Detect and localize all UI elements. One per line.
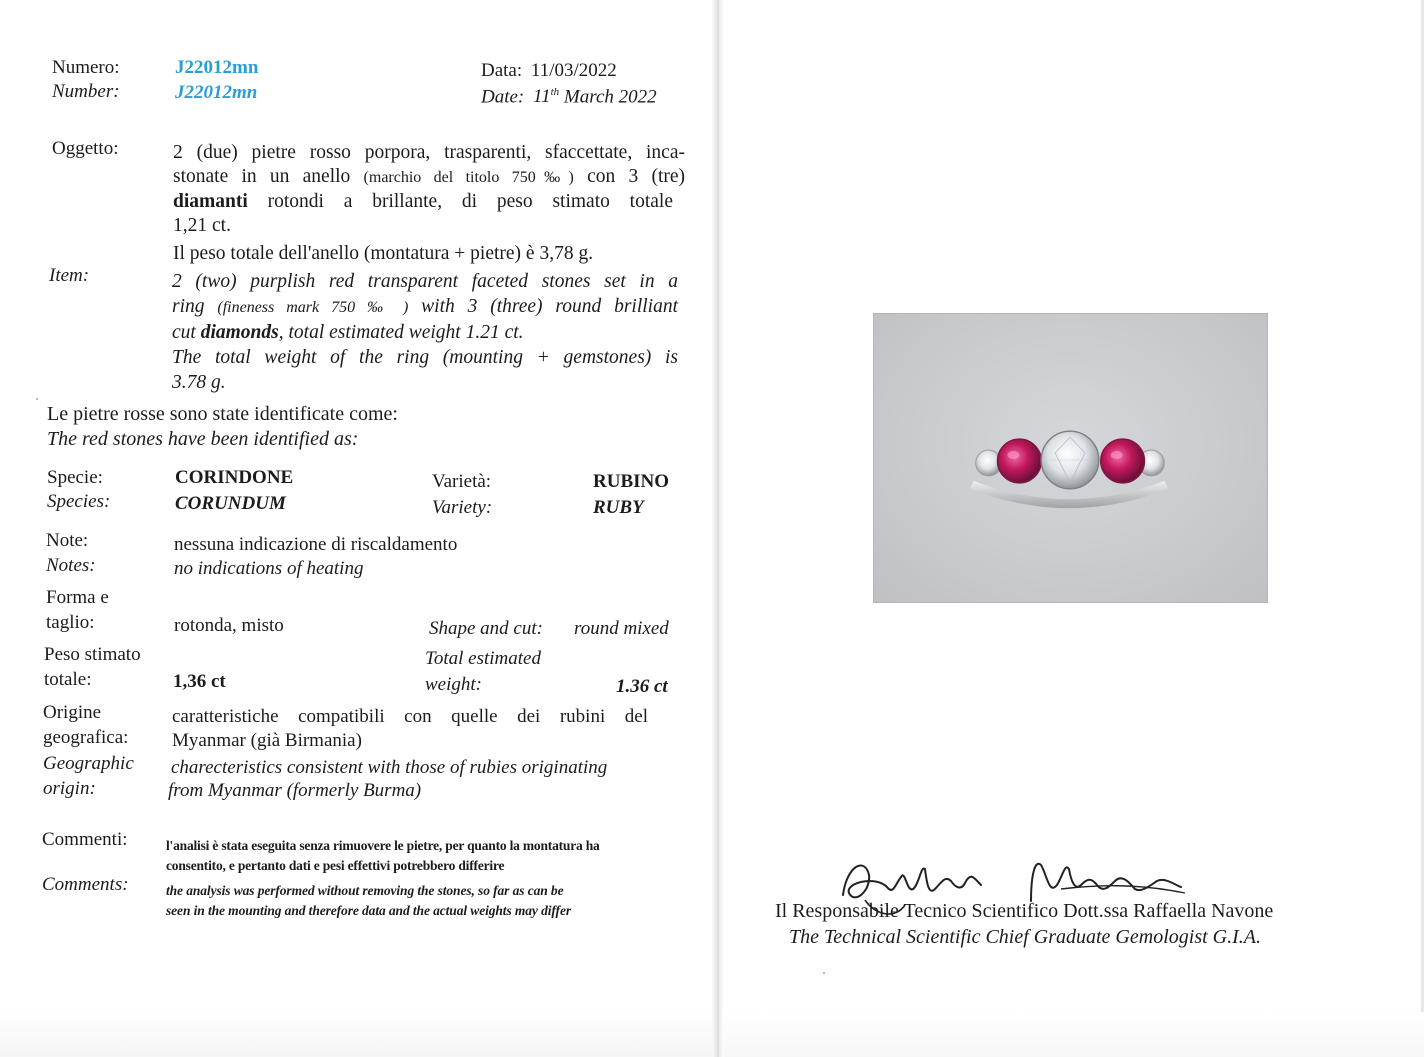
item-description-en: [172, 269, 678, 395]
origin-label-it-2: geografica:: [43, 727, 129, 748]
number-label-it: Numero:: [52, 57, 120, 78]
origin-it-line1: caratteristiche compatibili con quelle dei rubini del: [172, 706, 648, 727]
date-label-en: Date:: [481, 86, 525, 108]
item-en-line2: ring (fineness mark 750 ‰ ) with 3 (three) round brilliant: [172, 296, 679, 317]
object-description-it: [173, 141, 685, 266]
object-it-line5: Il peso totale dell'anello (montatura + pietre) è 3,78 g.: [173, 243, 594, 264]
identified-en: The red stones have been identified as:: [47, 428, 359, 450]
comments-en-line2: seen in the mounting and therefore data and the actual weights may differ: [166, 903, 571, 918]
page-fold: [712, 0, 724, 1057]
variety-label-en: Variety:: [432, 497, 493, 518]
weight-value-it: 1,36 ct: [173, 671, 226, 692]
variety-label-it: Varietà:: [432, 471, 492, 492]
signatory-title-en: The Technical Scientific Chief Graduate Gemologist G.I.A.: [789, 926, 1261, 948]
comments-it-line2: consentito, e pertanto dati e pesi effettivi potrebbero differire: [166, 858, 505, 873]
date-value-it: 11/03/2022: [530, 60, 617, 81]
object-it-line1: 2 (due) pietre rosso porpora, trasparenti, sfaccettate, inca-: [173, 142, 685, 163]
object-it-line3: diamanti rotondi a brillante, di peso stimato totale: [173, 191, 673, 212]
comments-it-line1: l'analisi è stata eseguita senza rimuovere le pietre, per quanto la montatura ha: [166, 838, 600, 853]
date-en: [481, 86, 657, 108]
date-suffix-en: th: [550, 86, 560, 98]
certificate-number-en: J22012mn: [175, 82, 258, 103]
identified-it: Le pietre rosse sono state identificate come:: [47, 403, 398, 425]
shape-label-it-2: taglio:: [46, 612, 95, 633]
notes-value-it: nessuna indicazione di riscaldamento: [174, 534, 458, 555]
item-en-line5: 3.78 g.: [172, 372, 226, 393]
origin-label-it-1: Origine: [43, 702, 102, 723]
shape-value-en: round mixed: [574, 618, 669, 639]
ring-photo: [873, 313, 1268, 603]
shape-label-it-1: Forma e: [46, 587, 109, 608]
number-label-en: Number:: [52, 81, 120, 102]
object-it-line2: stonate in un anello (marchio del titolo 750‰) con 3 (tre): [173, 166, 686, 187]
date-day-en: 11: [533, 86, 551, 108]
ring-image: [874, 314, 1267, 602]
scan-mark: [36, 398, 38, 400]
notes-value-en: no indications of heating: [174, 558, 364, 579]
origin-it-line2: Myanmar (già Birmania): [172, 730, 362, 751]
scan-mark: [823, 972, 825, 974]
date-label-it: Data:: [481, 60, 523, 81]
shape-value-it: rotonda, misto: [174, 615, 284, 636]
comments-label-en: Comments:: [42, 874, 129, 895]
variety-value-it: RUBINO: [593, 471, 670, 492]
page-bottom-shadow-right: [724, 1012, 1424, 1057]
signatory-title-it: Il Responsabile Tecnico Scientifico Dott.ssa Raffaella Navone: [775, 900, 1274, 922]
date-it: [481, 60, 617, 82]
species-label-it: Specie:: [47, 467, 103, 488]
variety-value-en: RUBY: [593, 497, 644, 518]
weight-value-en: 1.36 ct: [616, 676, 668, 697]
weight-label-en-1: Total estimated: [425, 648, 541, 669]
certificate-number-it: J22012mn: [175, 57, 259, 78]
comments-label-it: Commenti:: [42, 829, 128, 850]
object-it-line4: 1,21 ct.: [173, 215, 231, 236]
notes-label-en: Notes:: [46, 555, 96, 576]
item-en-line3: cut diamonds, total estimated weight 1.21 ct.: [172, 322, 524, 343]
comments-en-line1: the analysis was performed without removing the stones, so far as can be: [166, 883, 564, 898]
origin-en-line2: from Myanmar (formerly Burma): [168, 780, 422, 801]
weight-label-it-2: totale:: [44, 669, 92, 690]
shape-label-en: Shape and cut:: [429, 618, 543, 639]
date-rest-en: March 2022: [563, 86, 657, 108]
species-value-en: CORUNDUM: [175, 493, 286, 514]
weight-label-en-2: weight:: [425, 674, 482, 695]
item-en-line1: 2 (two) purplish red transparent faceted stones set in a: [172, 271, 678, 292]
object-label-it: Oggetto:: [52, 138, 119, 159]
origin-label-en-2: origin:: [43, 778, 96, 799]
origin-en-line1: charecteristics consistent with those of rubies originating: [171, 757, 608, 778]
origin-label-en-1: Geographic: [43, 753, 134, 774]
item-en-line4: The total weight of the ring (mounting + gemstones) is: [172, 347, 678, 368]
weight-label-it-1: Peso stimato: [44, 644, 141, 665]
page-bottom-shadow: [0, 1012, 712, 1057]
species-value-it: CORINDONE: [175, 467, 294, 488]
item-label-en: Item:: [49, 265, 90, 286]
notes-label-it: Note:: [46, 530, 89, 551]
species-label-en: Species:: [47, 491, 111, 512]
